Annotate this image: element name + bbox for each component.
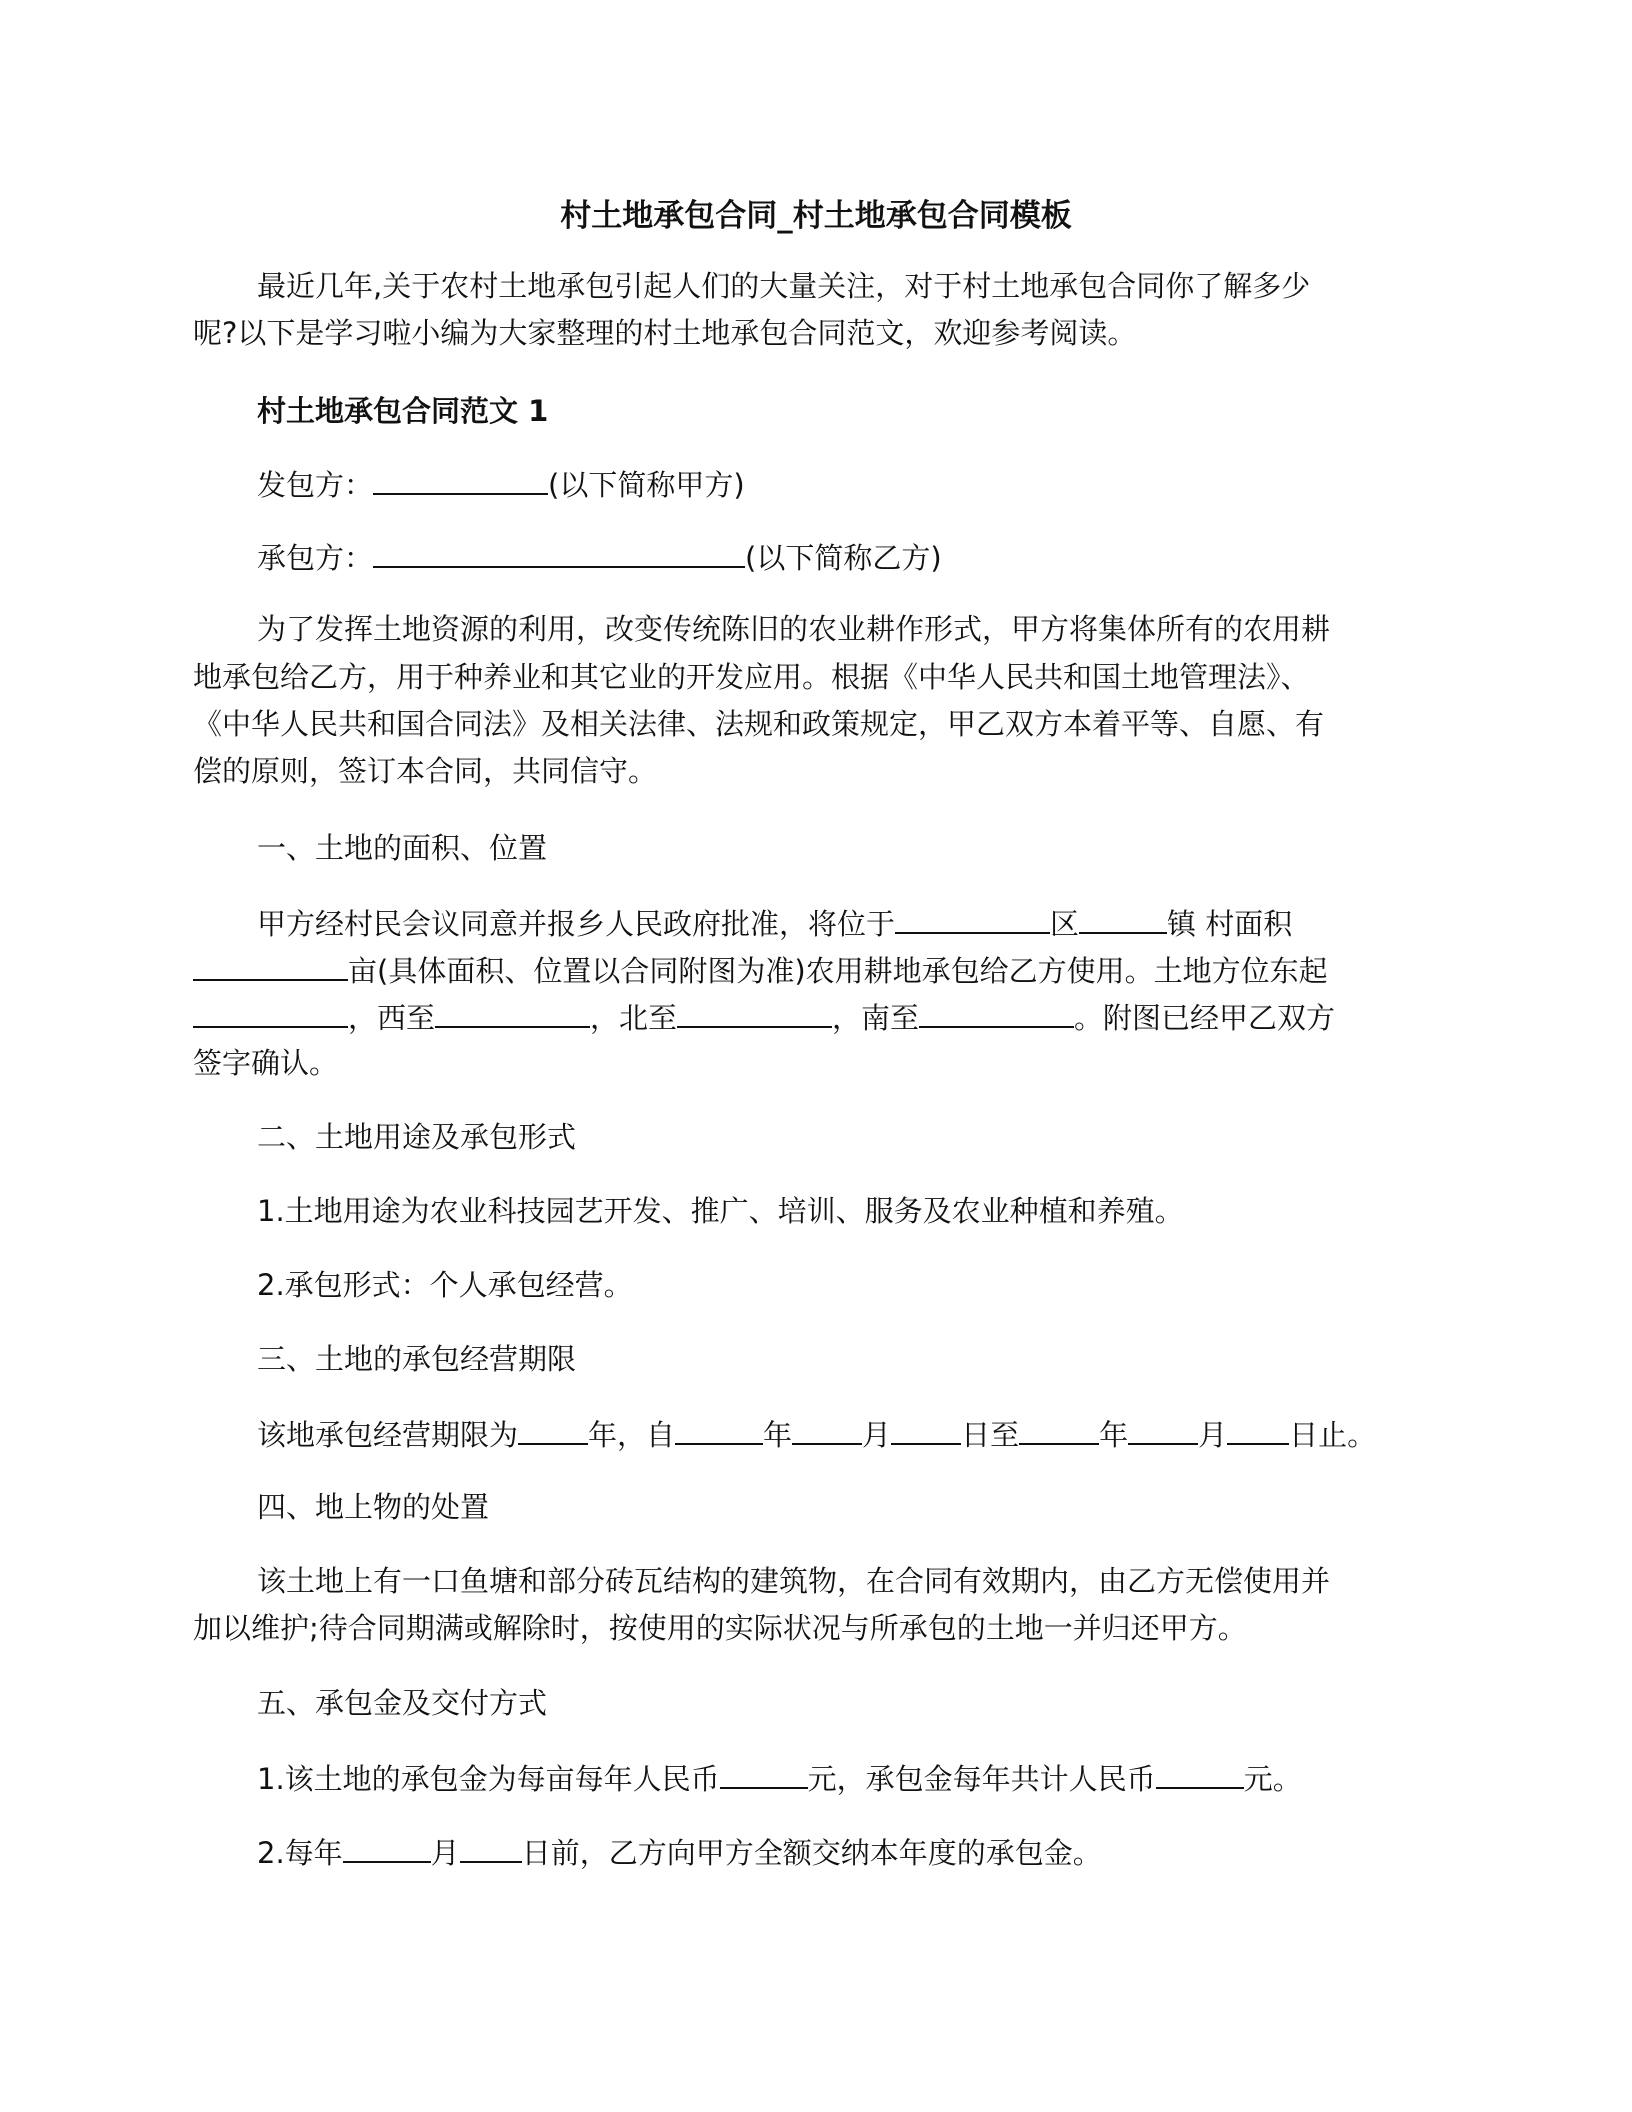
section-3-heading: 三、土地的承包经营期限 xyxy=(257,1342,577,1376)
preamble-line-1: 为了发挥土地资源的利用，改变传统陈旧的农业耕作形式，甲方将集体所有的农用耕 xyxy=(257,612,1331,646)
party-b-line xyxy=(257,536,942,578)
party-b-suffix: (以下简称乙方) xyxy=(745,541,942,575)
section-5-item-2 xyxy=(257,1831,1102,1873)
document-title: 村土地承包合同_村土地承包合同模板 xyxy=(560,198,1072,234)
preamble-line-3: 《中华人民共和国合同法》及相关法律、法规和政策规定，甲乙双方本着平等、自愿、有 xyxy=(193,707,1325,741)
section-4-line-1: 该土地上有一口鱼塘和部分砖瓦结构的建筑物，在合同有效期内，由乙方无偿使用并 xyxy=(257,1564,1331,1598)
party-a-label: 发包方： xyxy=(257,468,374,502)
section-heading: 村土地承包合同范文 1 xyxy=(257,394,549,428)
end-month-blank[interactable] xyxy=(1128,1413,1198,1445)
fee-total-blank[interactable] xyxy=(1156,1757,1244,1789)
section-3-line xyxy=(257,1413,1376,1455)
s5-text-b: 元，承包金每年共计人民币 xyxy=(807,1762,1156,1796)
s1-text-h: 。附图已经甲乙双方 xyxy=(1074,1001,1336,1035)
preamble-line-2: 地承包给乙方，用于种养业和其它业的开发应用。根据《中华人民共和国土地管理法》、 xyxy=(193,660,1310,694)
start-year-blank[interactable] xyxy=(675,1413,763,1445)
s5-text-d: 2.每年 xyxy=(257,1836,343,1870)
west-blank[interactable] xyxy=(435,996,590,1028)
intro-line-1: 最近几年,关于农村土地承包引起人们的大量关注，对于村土地承包合同你了解多少 xyxy=(257,269,1311,303)
s1-text-c: 镇 村面积 xyxy=(1167,907,1293,941)
s3-text-d: 月 xyxy=(862,1418,892,1452)
east-blank[interactable] xyxy=(193,996,348,1028)
s5-text-e: 月 xyxy=(430,1836,460,1870)
district-blank[interactable] xyxy=(895,902,1050,934)
section-1-line-2 xyxy=(193,949,1328,991)
start-month-blank[interactable] xyxy=(792,1413,862,1445)
fee-per-mu-blank[interactable] xyxy=(720,1757,808,1789)
end-day-blank[interactable] xyxy=(1227,1413,1289,1445)
s3-text-b: 年，自 xyxy=(588,1418,676,1452)
section-1-line-3 xyxy=(193,996,1335,1038)
section-5-item-1 xyxy=(257,1757,1302,1799)
section-1-heading: 一、土地的面积、位置 xyxy=(257,831,548,865)
s1-text-f: ，北至 xyxy=(590,1001,678,1035)
area-blank[interactable] xyxy=(193,949,348,981)
s3-text-c: 年 xyxy=(763,1418,793,1452)
s1-text-b: 区 xyxy=(1050,907,1080,941)
s1-text-a: 甲方经村民会议同意并报乡人民政府批准，将位于 xyxy=(257,907,896,941)
section-2-heading: 二、土地用途及承包形式 xyxy=(257,1120,577,1154)
years-blank[interactable] xyxy=(518,1413,588,1445)
section-1-line-1 xyxy=(257,902,1292,944)
section-4-heading: 四、地上物的处置 xyxy=(257,1490,490,1524)
preamble-line-4: 偿的原则，签订本合同，共同信守。 xyxy=(193,754,658,788)
town-blank[interactable] xyxy=(1079,902,1167,934)
s1-text-g: ，南至 xyxy=(832,1001,920,1035)
section-2-item-1: 1.土地用途为农业科技园艺开发、推广、培训、服务及农业种植和养殖。 xyxy=(257,1194,1184,1228)
s5-text-a: 1.该土地的承包金为每亩每年人民币 xyxy=(257,1762,720,1796)
party-b-blank[interactable] xyxy=(373,536,745,568)
section-2-item-2: 2.承包形式：个人承包经营。 xyxy=(257,1268,633,1302)
south-blank[interactable] xyxy=(919,996,1074,1028)
s3-text-h: 日止。 xyxy=(1289,1418,1377,1452)
pay-month-blank[interactable] xyxy=(343,1831,431,1863)
pay-day-blank[interactable] xyxy=(460,1831,522,1863)
intro-line-2: 呢?以下是学习啦小编为大家整理的村土地承包合同范文，欢迎参考阅读。 xyxy=(193,316,1137,350)
north-blank[interactable] xyxy=(677,996,832,1028)
s5-text-f: 日前，乙方向甲方全额交纳本年度的承包金。 xyxy=(521,1836,1102,1870)
s5-text-c: 元。 xyxy=(1243,1762,1302,1796)
s3-text-g: 月 xyxy=(1198,1418,1228,1452)
s3-text-a: 该地承包经营期限为 xyxy=(257,1418,519,1452)
section-5-heading: 五、承包金及交付方式 xyxy=(257,1686,548,1720)
s3-text-e: 日至 xyxy=(961,1418,1020,1452)
s3-text-f: 年 xyxy=(1099,1418,1129,1452)
party-a-suffix: (以下简称甲方) xyxy=(548,468,745,502)
start-day-blank[interactable] xyxy=(891,1413,961,1445)
party-b-label: 承包方： xyxy=(257,541,374,575)
end-year-blank[interactable] xyxy=(1019,1413,1099,1445)
party-a-line xyxy=(257,463,745,505)
s1-text-d: 亩(具体面积、位置以合同附图为准)农用耕地承包给乙方使用。土地方位东起 xyxy=(348,954,1328,988)
section-1-line-4: 签字确认。 xyxy=(193,1046,339,1080)
section-4-line-2: 加以维护;待合同期满或解除时，按使用的实际状况与所承包的土地一并归还甲方。 xyxy=(193,1611,1247,1645)
party-a-blank[interactable] xyxy=(373,463,548,495)
s1-text-e: ，西至 xyxy=(348,1001,436,1035)
